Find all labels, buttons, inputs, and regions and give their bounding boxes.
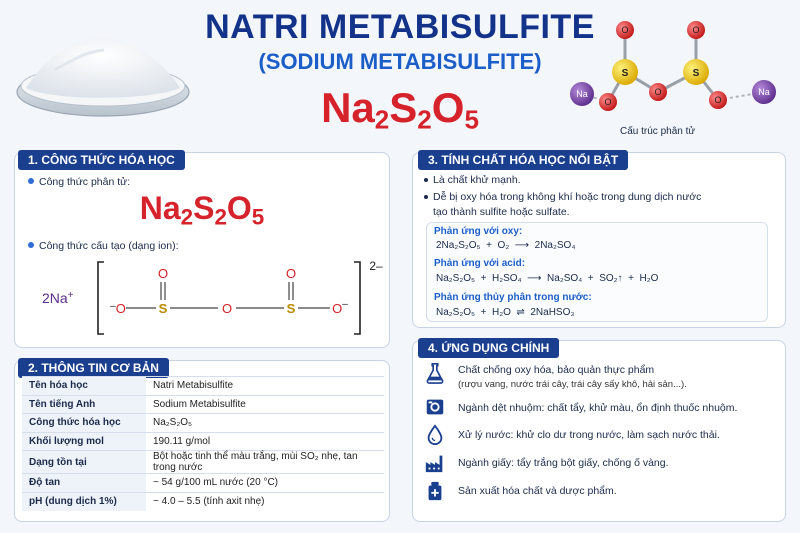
molecular-formula: $Na_2S_2O_5$ (139, 190, 265, 230)
property-bullet: Là chất khử mạnh. (424, 174, 521, 186)
oxygen-double: O (157, 266, 169, 281)
property-bullet-continued: tạo thành sulfite hoặc sulfate. (433, 206, 570, 218)
reaction-equation: Na₂S₂O₅ + H₂O ⇌ 2NaHSO₃ (436, 307, 575, 318)
section1-title: 1. CÔNG THỨC HÓA HỌC (18, 150, 185, 170)
oxygen-bridge: O (221, 301, 233, 316)
info-key: Tên hóa học (22, 377, 146, 396)
reaction-heading: Phản ứng với acid: (434, 258, 526, 269)
info-value: ~ 54 g/100 mL nước (20 °C) (146, 474, 384, 493)
sulfur-atom: S (158, 301, 168, 316)
info-key: Khối lượng mol (22, 432, 146, 451)
minus-sign: – (110, 301, 116, 312)
textile-machine-icon (424, 396, 446, 418)
atom-label-na: Na (758, 87, 770, 97)
section3-title: 3. TÍNH CHẤT HÓA HỌC NỔI BẬT (418, 150, 628, 170)
basic-info-table (22, 376, 384, 511)
atom-label-o: O (692, 25, 700, 35)
medicine-bottle-icon (424, 480, 446, 502)
oxygen-anion: O (115, 301, 126, 316)
atom-label-o: O (604, 97, 612, 107)
info-row (22, 377, 384, 396)
atom-label-s: S (692, 68, 700, 79)
section2-title: 2. THÔNG TIN CƠ BẢN (18, 358, 169, 378)
info-row (22, 474, 384, 493)
oxygen-anion: O (332, 301, 343, 316)
sulfur-atom: S (286, 301, 296, 316)
property-bullet: Dễ bị oxy hóa trong không khí hoặc trong dung dịch nước (424, 191, 701, 203)
main-formula: $Na_2S_2O_5$ (321, 84, 479, 135)
atom-label-s: S (621, 68, 629, 79)
application-item: Ngành dệt nhuộm: chất tẩy, khử màu, ổn định thuốc nhuộm. (458, 402, 738, 414)
info-key: Dạng tồn tại (22, 451, 146, 474)
atom-label-na: Na (576, 89, 588, 99)
info-value: Na₂S₂O₅ (146, 414, 384, 433)
atom-label-o: O (714, 95, 722, 105)
application-item: Ngành giấy: tẩy trắng bột giấy, chống ố vàng. (458, 457, 669, 469)
flask-icon (424, 362, 446, 384)
structural-formula-label: Công thức cấu tạo (dạng ion): (28, 240, 179, 252)
application-item: Chất chống oxy hóa, bảo quản thực phẩm (458, 364, 655, 376)
page-title: NATRI METABISULFITE (205, 8, 595, 46)
info-key: pH (dung dịch 1%) (22, 492, 146, 511)
reaction-equation: Na₂S₂O₅ + H₂SO₄ ⟶ Na₂SO₄ + SO₂↑ + H₂O (436, 273, 659, 284)
structural-formula-diagram (96, 256, 390, 342)
info-row (22, 395, 384, 414)
reaction-heading: Phản ứng với oxy: (434, 226, 523, 237)
page-subtitle: (SODIUM METABISULFITE) (258, 49, 542, 74)
ion-charge: 2– (369, 259, 383, 273)
minus-sign: – (342, 299, 348, 310)
application-item-detail: (rượu vang, nước trái cây, trái cây sấy khô, hải sản...). (458, 379, 687, 390)
info-row (22, 451, 384, 474)
info-key: Công thức hóa học (22, 414, 146, 433)
section4-title: 4. ỨNG DỤNG CHÍNH (418, 338, 559, 358)
info-row (22, 432, 384, 451)
molecule-caption: Cấu trúc phân tử (620, 126, 696, 137)
svg-text:–O (110, 301, 126, 316)
svg-text:O– (332, 299, 348, 316)
application-item: Sản xuất hóa chất và dược phẩm. (458, 485, 617, 497)
info-row (22, 414, 384, 433)
bullet-dot (28, 242, 34, 248)
factory-icon (424, 452, 446, 474)
info-value: Sodium Metabisulfite (146, 395, 384, 414)
application-item: Xử lý nước: khử clo dư trong nước, làm sạch nước thải. (458, 429, 720, 441)
reaction-heading: Phản ứng thủy phân trong nước: (434, 292, 592, 303)
info-row (22, 492, 384, 511)
oxygen-double: O (285, 266, 297, 281)
atom-label-o: O (621, 25, 629, 35)
molecule-structure-3d (568, 12, 788, 124)
info-value: ~ 4.0 – 5.5 (tính axit nhẹ) (146, 492, 384, 511)
info-key: Tên tiếng Anh (22, 395, 146, 414)
info-value: 190.11 g/mol (146, 432, 384, 451)
molecular-formula-label: Công thức phân tử: (28, 176, 130, 188)
bullet-dot (28, 178, 34, 184)
cation-label: 2Na+ (42, 290, 74, 306)
info-key: Độ tan (22, 474, 146, 493)
water-drop-icon (424, 424, 446, 446)
reaction-equation: 2Na₂S₂O₅ + O₂ ⟶ 2Na₂SO₄ (436, 240, 576, 251)
atom-label-o: O (654, 87, 662, 97)
info-value: Bột hoặc tinh thể màu trắng, mùi SO₂ nhẹ, tan trong nước (146, 451, 384, 474)
info-value: Natri Metabisulfite (146, 377, 384, 396)
